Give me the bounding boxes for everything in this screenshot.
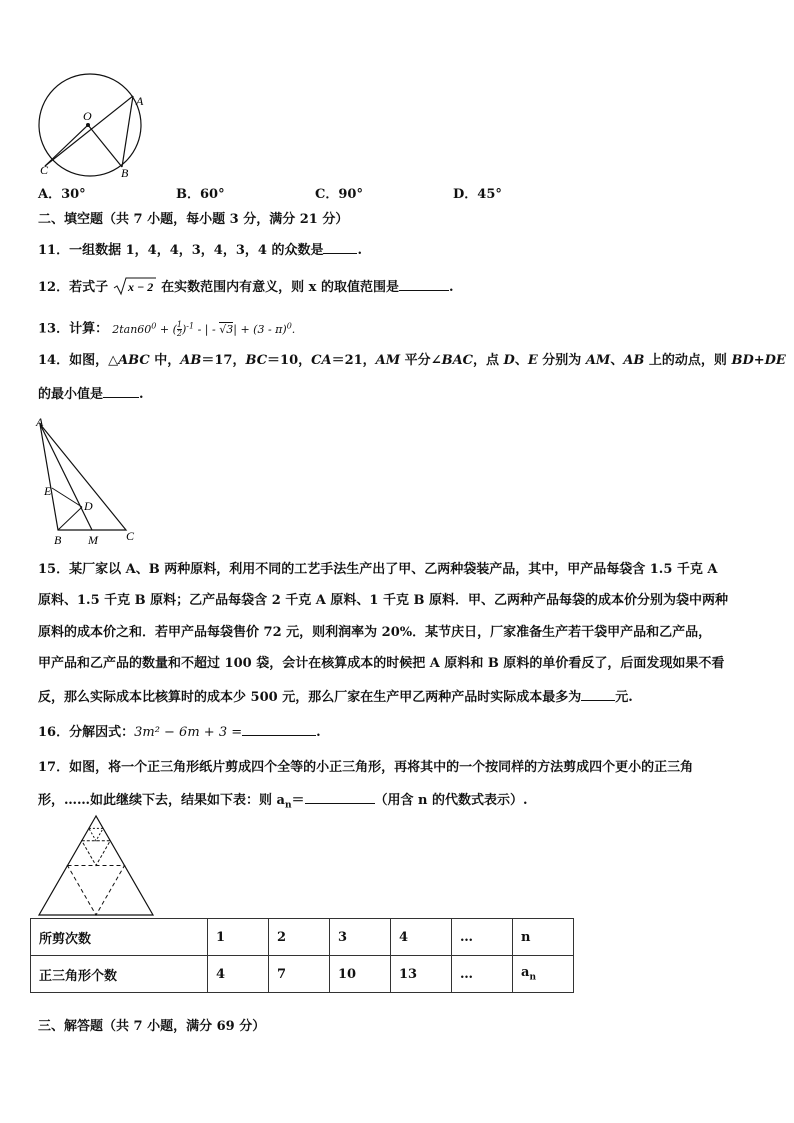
circle-figure: [28, 70, 158, 182]
choice-a: A．30°: [38, 187, 86, 202]
label-d: D: [84, 499, 93, 513]
question-16: 16．分解因式：3m² − 6m + 3 = .: [38, 722, 321, 742]
label-b2: B: [54, 533, 62, 547]
cut-level-1: [68, 866, 125, 916]
question-17-line-1: 17．如图，将一个正三角形纸片剪成四个全等的小正三角形，再将其中的一个按同样的方法剪成四个更小的正三角: [38, 760, 694, 775]
question-12: 12．若式子 x − 2 在实数范围内有意义，则 x 的取值范围是 .: [38, 276, 454, 297]
question-15-line-3: 原料的成本价之和．若甲产品每袋售价 72 元，则利润率为 20%．某节庆日，厂家准备生产若干袋甲产品和乙产品，: [38, 625, 712, 640]
table-row: [31, 919, 574, 956]
triangle-figure: [30, 416, 140, 548]
choice-c: C．90°: [315, 187, 363, 202]
question-14-line-2: 的最小值是 .: [38, 384, 144, 404]
table-cell: 7: [269, 956, 330, 993]
cut-level-3: [89, 828, 103, 840]
table-cell: 13: [391, 956, 452, 993]
question-15-line-5: 反，那么实际成本比核算时的成本少 500 元，那么厂家在生产甲乙两种产品时实际成本最多为 元.: [38, 687, 633, 707]
question-17-line-2: 形，……如此继续下去，结果如下表：则 $a_n=$ （用含 n 的代数式表示）.: [38, 790, 528, 815]
label-m: M: [88, 533, 98, 547]
choice-d: D．45°: [453, 187, 502, 202]
segment-co: [45, 125, 88, 166]
table-cell: $a_n$: [513, 956, 574, 993]
label-c: C: [40, 163, 49, 177]
section-2-heading: 二、填空题（共 7 小题，每小题 3 分，满分 21 分）: [38, 212, 349, 227]
cut-level-2: [82, 841, 110, 866]
segment-de: [52, 488, 82, 507]
label-a: A: [136, 94, 144, 108]
table-cell: 4: [391, 919, 452, 956]
table-cell: 3: [330, 919, 391, 956]
section-3-heading: 三、解答题（共 7 小题，满分 69 分）: [38, 1019, 266, 1034]
center-point: [86, 123, 90, 127]
table-cell: 1: [208, 919, 269, 956]
question-15-line-1: 15．某厂家以 A、B 两种原料，利用不同的工艺手法生产出了甲、乙两种袋装产品，其中，甲产品每袋含 1.5 千克 A: [38, 562, 718, 577]
table-cell: 正三角形个数: [31, 956, 208, 993]
table-cell: …: [452, 919, 513, 956]
table-cell: 所剪次数: [31, 919, 208, 956]
chord-ca: [45, 96, 133, 166]
table-cell: 10: [330, 956, 391, 993]
table-cell: 4: [208, 956, 269, 993]
question-15-line-4: 甲产品和乙产品的数量和不超过 100 袋，会计在核算成本的时候把 A 原料和 B 原料的单价看反了，后面发现如果不看: [38, 656, 725, 671]
table-cell: …: [452, 956, 513, 993]
nested-triangle-figure: [36, 814, 156, 918]
label-o: O: [83, 109, 92, 123]
label-b: B: [121, 166, 129, 180]
choice-b: B．60°: [176, 187, 225, 202]
chord-ab: [122, 96, 133, 167]
triangle-abc: [40, 424, 126, 530]
radical-sign: [113, 276, 157, 296]
question-11: 11．一组数据 1，4，4，3，4，3，4 的众数是 .: [38, 240, 362, 260]
question-15-line-2: 原料、1.5 千克 B 原料；乙产品每袋含 2 千克 A 原料、1 千克 B 原料．甲、乙两种产品每袋的成本价分别为袋中两种: [38, 593, 729, 608]
table-cell: n: [513, 919, 574, 956]
label-e: E: [44, 484, 52, 498]
bisector-am: [40, 424, 92, 530]
radicand: x − 2: [127, 280, 153, 294]
label-c2: C: [126, 529, 135, 543]
table-cell: 2: [269, 919, 330, 956]
question-13: 13．计算： $2\tan 60^0$ + ( $\frac{1}{2}$ )$^{-1}$ - | - √3| + (3 - π)$^0$.: [38, 320, 296, 339]
segment-ob: [88, 125, 122, 167]
table-row: [31, 956, 574, 993]
count-table: [30, 918, 574, 993]
label-a2: A: [36, 416, 44, 429]
segment-bd: [58, 507, 82, 530]
question-14-line-1: 14．如图，△ABC 中，AB＝17，BC＝10，CA＝21，AM 平分∠BAC，点 D、E 分别为 AM、AB 上的动点，则 BD+DE: [38, 353, 786, 368]
